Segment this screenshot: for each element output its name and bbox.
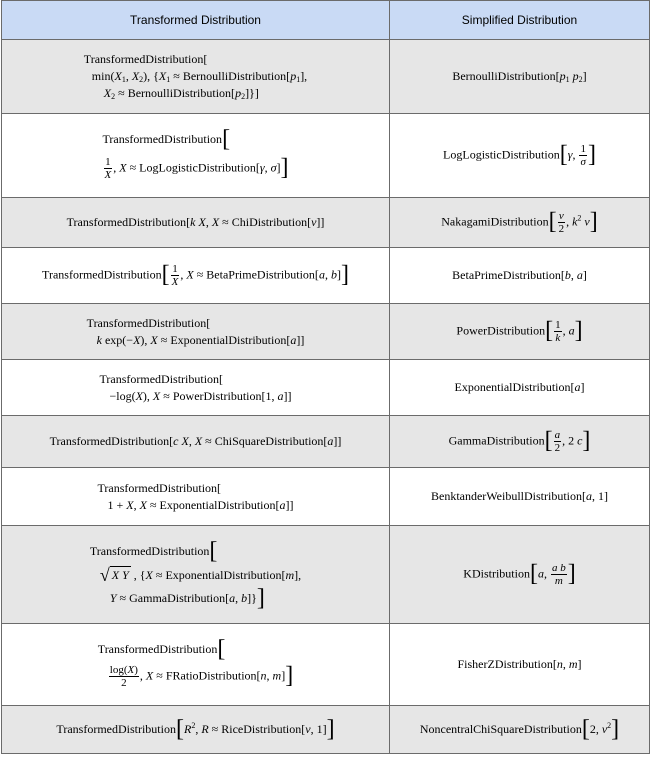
transformed-cell: TransformedDistribution[ $\min(X_1$, $X_2$), {$X_1$ ≈ $BernoulliDistribution[p_1]$, $X_2$ ≈ $BernoulliDistribution[p_2]$}] <box>2 40 390 114</box>
header-row <box>2 1 650 40</box>
table-row <box>2 114 650 198</box>
table-row <box>2 468 650 526</box>
transformed-cell: TransformedDistribution[ −log(X), X ≈ PowerDistribution[1, a]] <box>2 360 390 416</box>
simplified-cell: KDistribution[a, $\frac{\text{a b}}{m}$ ] <box>390 526 650 624</box>
simplified-cell: ExponentialDistribution[a] <box>390 360 650 416</box>
simplified-cell: $BernoulliDistribution[p_1$ $p_2$] <box>390 40 650 114</box>
transformed-cell: TransformedDistribution[ $\frac{\log(X)}{2}$ , X ≈ FRatioDistribution[n, m]] <box>2 624 390 706</box>
transformed-cell: TransformedDistribution[ √ X Y , {X ≈ ExponentialDistribution[m], Y ≈ GammaDistribution[a, b]}] <box>2 526 390 624</box>
simplified-cell: BenktanderWeibullDistribution[a, 1] <box>390 468 650 526</box>
column-header-simplified: Simplified Distribution <box>390 1 650 40</box>
transformed-cell: TransformedDistribution[ $\frac{1}{X}$ , X ≈ LogLogisticDistribution[γ, σ]] <box>2 114 390 198</box>
transformed-cell: TransformedDistribution[ 1 + X, X ≈ ExponentialDistribution[a]] <box>2 468 390 526</box>
table-row <box>2 40 650 114</box>
transformed-cell: TransformedDistribution[k X, X ≈ ChiDistribution[ν]] <box>2 198 390 248</box>
table-row <box>2 248 650 304</box>
transformed-cell: TransformedDistribution[c X, X ≈ ChiSquareDistribution[a]] <box>2 416 390 468</box>
transformed-cell: TransformedDistribution[ $\frac{1}{X}$ , X ≈ BetaPrimeDistribution[a, b]] <box>2 248 390 304</box>
column-header-transformed: Transformed Distribution <box>2 1 390 40</box>
table-row <box>2 416 650 468</box>
simplified-cell: NoncentralChiSquareDistribution[2, $\nu^2$] <box>390 706 650 754</box>
distribution-table <box>1 0 650 754</box>
transformed-cell: $TransformedDistribution[R^2$, R ≈ RiceDistribution[ν, 1]] <box>2 706 390 754</box>
table-row <box>2 706 650 754</box>
table-row <box>2 198 650 248</box>
table-row <box>2 304 650 360</box>
simplified-cell: PowerDistribution[ $\frac{1}{k}$ , a] <box>390 304 650 360</box>
transformed-cell: TransformedDistribution[ k exp(−X), X ≈ ExponentialDistribution[a]] <box>2 304 390 360</box>
simplified-cell: FisherZDistribution[n, m] <box>390 624 650 706</box>
simplified-cell: NakagamiDistribution[ $\frac{\nu}{2}$ , $k^2$ ν] <box>390 198 650 248</box>
table-row <box>2 526 650 624</box>
table-row <box>2 360 650 416</box>
simplified-cell: GammaDistribution[ $\frac{a}{2}$ , 2 c] <box>390 416 650 468</box>
simplified-cell: LogLogisticDistribution[γ, $\frac{1}{\sigma}$ ] <box>390 114 650 198</box>
simplified-cell: BetaPrimeDistribution[b, a] <box>390 248 650 304</box>
table-row <box>2 624 650 706</box>
